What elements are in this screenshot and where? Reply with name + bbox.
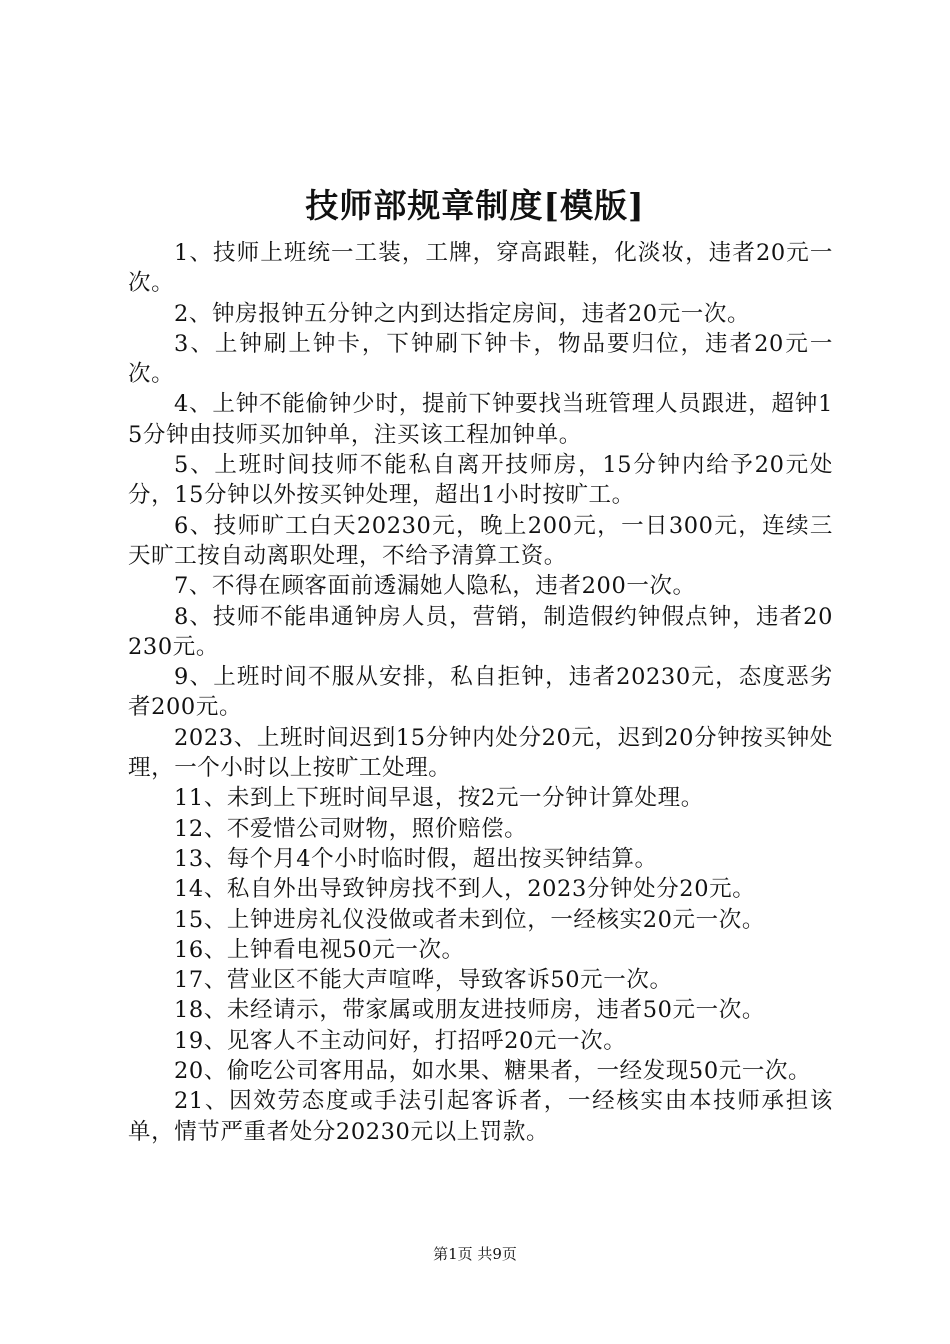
rule-paragraph: 1、技师上班统一工装，工牌，穿高跟鞋，化淡妆，违者20元一次。 xyxy=(128,240,833,297)
rule-paragraph: 8、技师不能串通钟房人员，营销，制造假约钟假点钟，违者20230元。 xyxy=(128,603,833,660)
rule-paragraph: 18、未经请示，带家属或朋友进技师房，违者50元一次。 xyxy=(174,997,765,1024)
rule-paragraph: 20、偷吃公司客用品，如水果、糖果者，一经发现50元一次。 xyxy=(174,1058,812,1085)
page-number-footer: 第1页 共9页 xyxy=(433,1245,517,1263)
rule-paragraph: 2、钟房报钟五分钟之内到达指定房间，违者20元一次。 xyxy=(174,300,751,327)
rule-paragraph: 3、上钟刷上钟卡，下钟刷下钟卡，物品要归位，违者20元一次。 xyxy=(128,330,833,388)
document-title: 技师部规章制度[模版] xyxy=(305,186,645,225)
document-body xyxy=(128,238,833,1147)
rule-paragraph: 11、未到上下班时间早退，按2元一分钟计算处理。 xyxy=(174,785,704,812)
rule-paragraph: 2023、上班时间迟到15分钟内处分20元，迟到20分钟按买钟处理，一个小时以上按旷工处理。 xyxy=(128,724,833,782)
rule-paragraph: 19、见客人不主动问好，打招呼20元一次。 xyxy=(174,1027,627,1054)
rule-paragraph: 4、上钟不能偷钟少时，提前下钟要找当班管理人员跟进，超钟15分钟由技师买加钟单，注买该工程加钟单。 xyxy=(128,391,833,448)
rule-paragraph: 5、上班时间技师不能私自离开技师房，15分钟内给予20元处分，15分钟以外按买钟处理，超出1小时按旷工。 xyxy=(128,452,833,509)
rule-paragraph: 12、不爱惜公司财物，照价赔偿。 xyxy=(174,815,528,842)
rule-paragraph: 15、上钟进房礼仪没做或者未到位，一经核实20元一次。 xyxy=(174,906,765,933)
rule-paragraph: 14、私自外出导致钟房找不到人，2023分钟处分20元。 xyxy=(174,876,756,903)
rule-paragraph: 17、营业区不能大声喧哗，导致客诉50元一次。 xyxy=(174,967,673,994)
rule-paragraph: 13、每个月4个小时临时假，超出按买钟结算。 xyxy=(174,845,658,872)
rule-paragraph: 21、因效劳态度或手法引起客诉者，一经核实由本技师承担该单，情节严重者处分20230元以上罚款。 xyxy=(128,1088,833,1145)
rule-paragraph: 7、不得在顾客面前透漏她人隐私，违者200一次。 xyxy=(174,573,696,600)
rule-paragraph: 16、上钟看电视50元一次。 xyxy=(174,936,465,963)
rule-paragraph: 6、技师旷工白天20230元，晚上200元，一日300元，连续三天旷工按自动离职处理，不给予清算工资。 xyxy=(128,512,833,569)
rule-paragraph: 9、上班时间不服从安排，私自拒钟，违者20230元，态度恶劣者200元。 xyxy=(128,664,833,721)
